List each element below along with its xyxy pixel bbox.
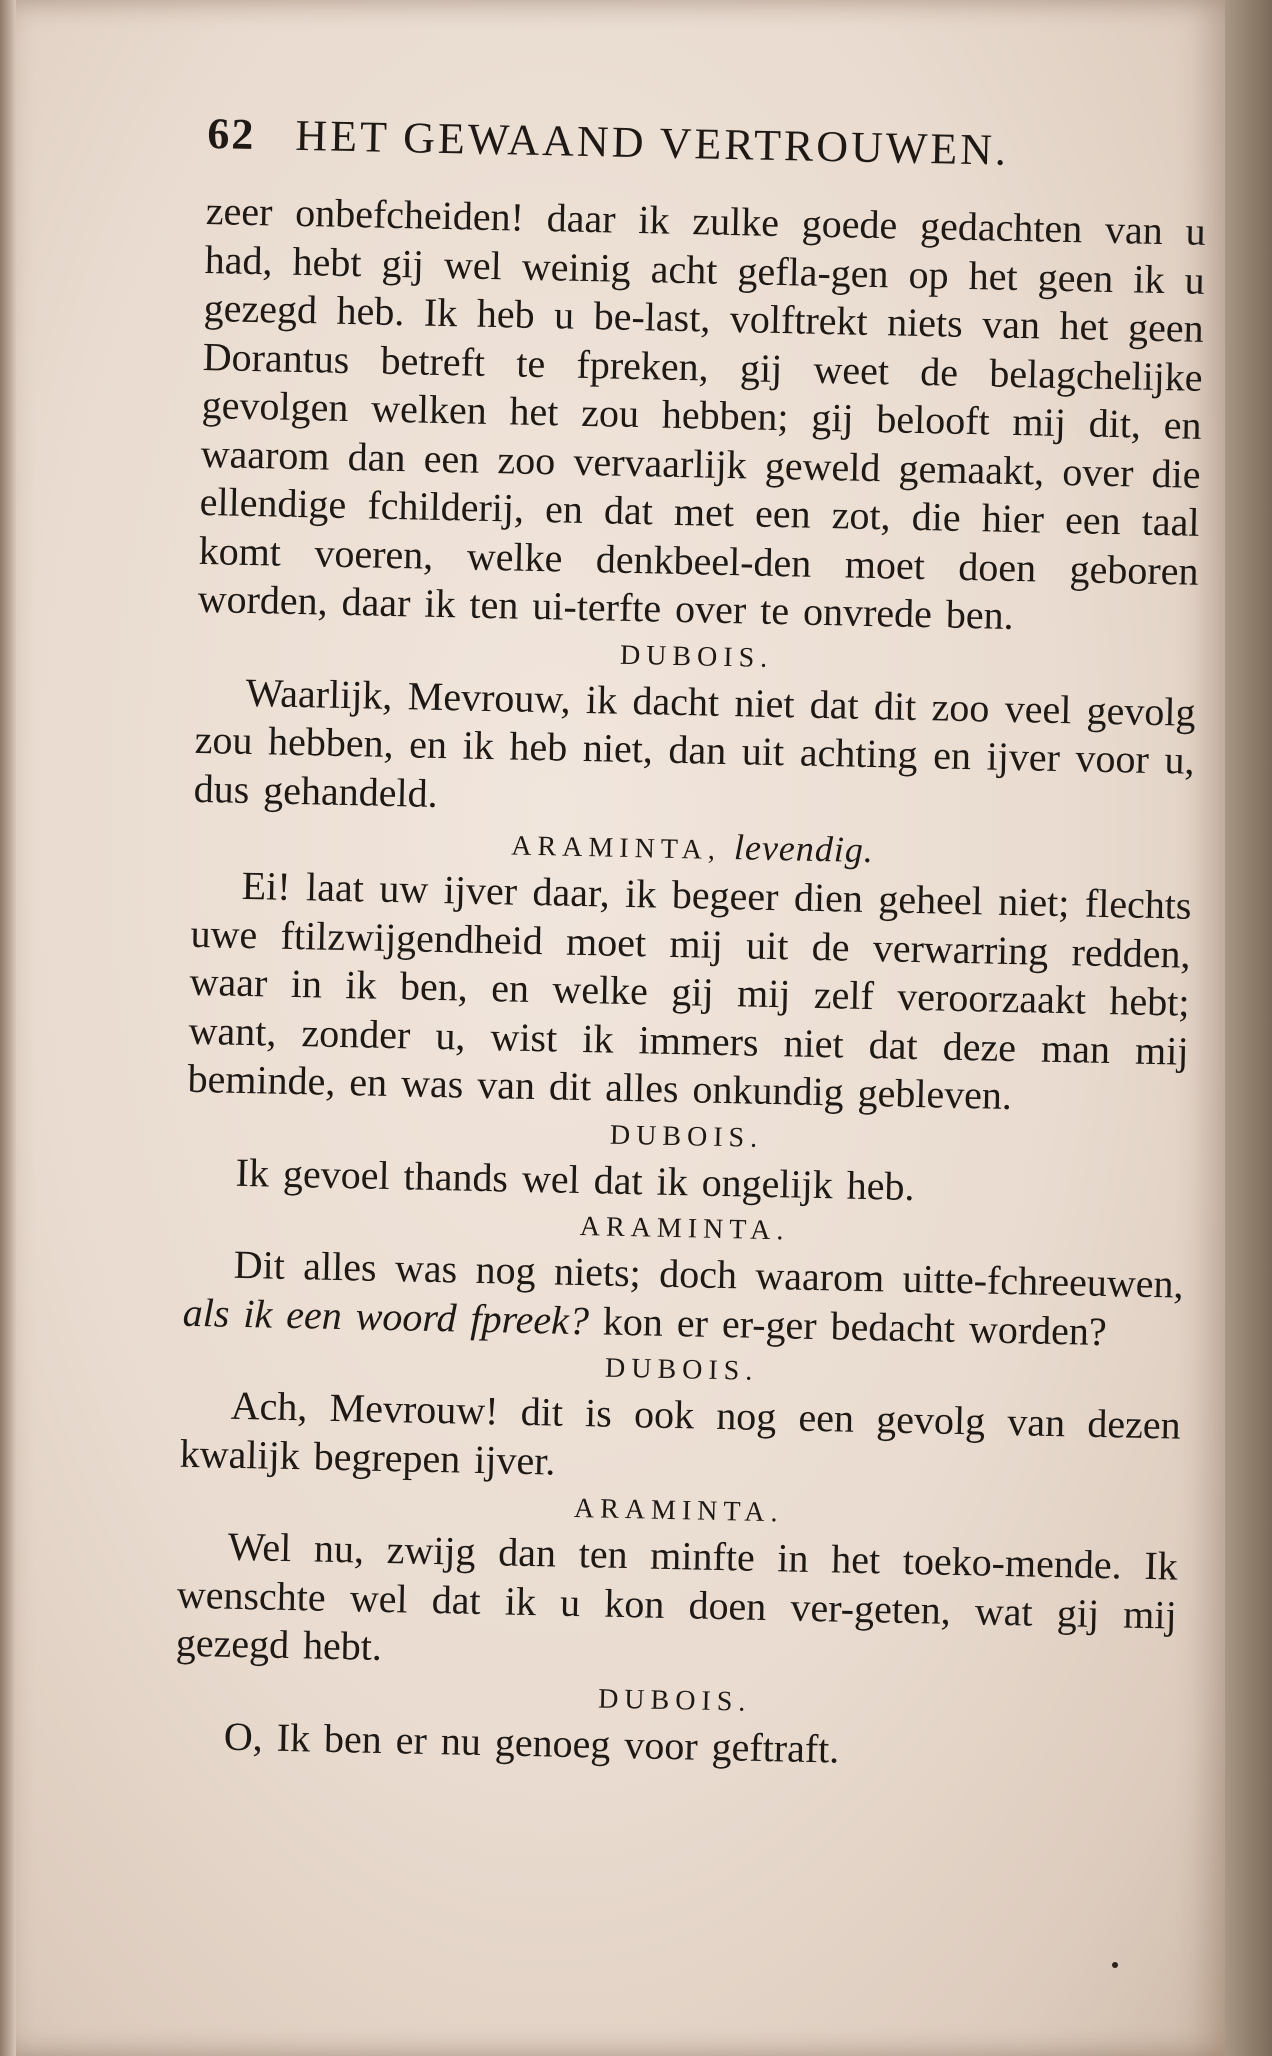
italic-quote: als ik een woord fpreek?	[182, 1289, 590, 1343]
speaker-label: DUBOIS.	[597, 1683, 752, 1718]
speaker-label: ARAMINTA.	[579, 1211, 790, 1247]
page-text	[173, 108, 1207, 1781]
speaker-label: DUBOIS.	[619, 639, 774, 674]
speaker-label: DUBOIS.	[609, 1119, 764, 1154]
paragraph-text: Dit alles was nog niets; doch waarom uitte-fchreeuwen,	[233, 1241, 1185, 1307]
paragraph	[182, 1240, 1184, 1358]
paragraph: Waarlijk, Mevrouw, ik dacht niet dat dit zoo veel gevolg zou hebben, en ik heb niet, dan uit achting en ijver voor u, dus gehandeld.	[193, 669, 1197, 816]
running-head	[207, 108, 1208, 180]
paragraph-text: kon er er-ger bedacht worden?	[588, 1297, 1108, 1354]
page-number: 62	[206, 108, 256, 159]
running-title: HET GEWAAND VERTROUWEN.	[294, 110, 1010, 175]
speaker-label: ARAMINTA.	[573, 1492, 784, 1529]
paragraph: Ei! laat uw ijver daar, ik begeer dien geheel niet; flechts uwe ftilzwijgendheid moet mij uit de verwarring redden, waar in ik ben, en welke gij mij zelf veroorzaakt hebt; want, zonder u, wist ik immers niet dat deze man mij beminde, en was van dit alles onkundig gebleven.	[187, 862, 1192, 1119]
ink-dot	[1112, 1962, 1118, 1968]
paragraph: Wel nu, zwijg dan ten minfte in het toeko-mende. Ik wenschte wel dat ik u kon doen ver-geten, wat gij mij gezegd hebt.	[175, 1523, 1179, 1669]
speaker-label: DUBOIS.	[604, 1352, 759, 1387]
paragraph: Ik gevoel thands wel dat ik ongelijk heb.	[235, 1149, 916, 1209]
stage-direction: levendig.	[733, 827, 875, 871]
speaker-label: ARAMINTA,	[510, 830, 722, 866]
paragraph: O, Ik ben er nu genoeg voor geftraft.	[223, 1713, 840, 1772]
paragraph: Ach, Mevrouw! dit is ook nog een gevolg van dezen kwalijk begrepen ijver.	[179, 1382, 1182, 1484]
page-edge	[0, 0, 16, 2056]
paragraph: zeer onbefcheiden! daar ik zulke goede gedachten van u had, hebt gij wel weinig acht gefla-gen op het geen ik u gezegd heb. Ik heb u be-last, volftrekt niets van het geen Dorantus betreft te fpreken, gij weet de belagchelijke gevolgen welken het zou hebben; gij belooft mij dit, en waarom dan een zoo vervaarlijk geweld gemaakt, over die ellendige fchilderij, en dat met een zot, die hier een taal komt voeren, welke denkbeel-den moet doen geboren worden, daar ik ten ui-terfte over te onvrede ben.	[197, 187, 1207, 638]
